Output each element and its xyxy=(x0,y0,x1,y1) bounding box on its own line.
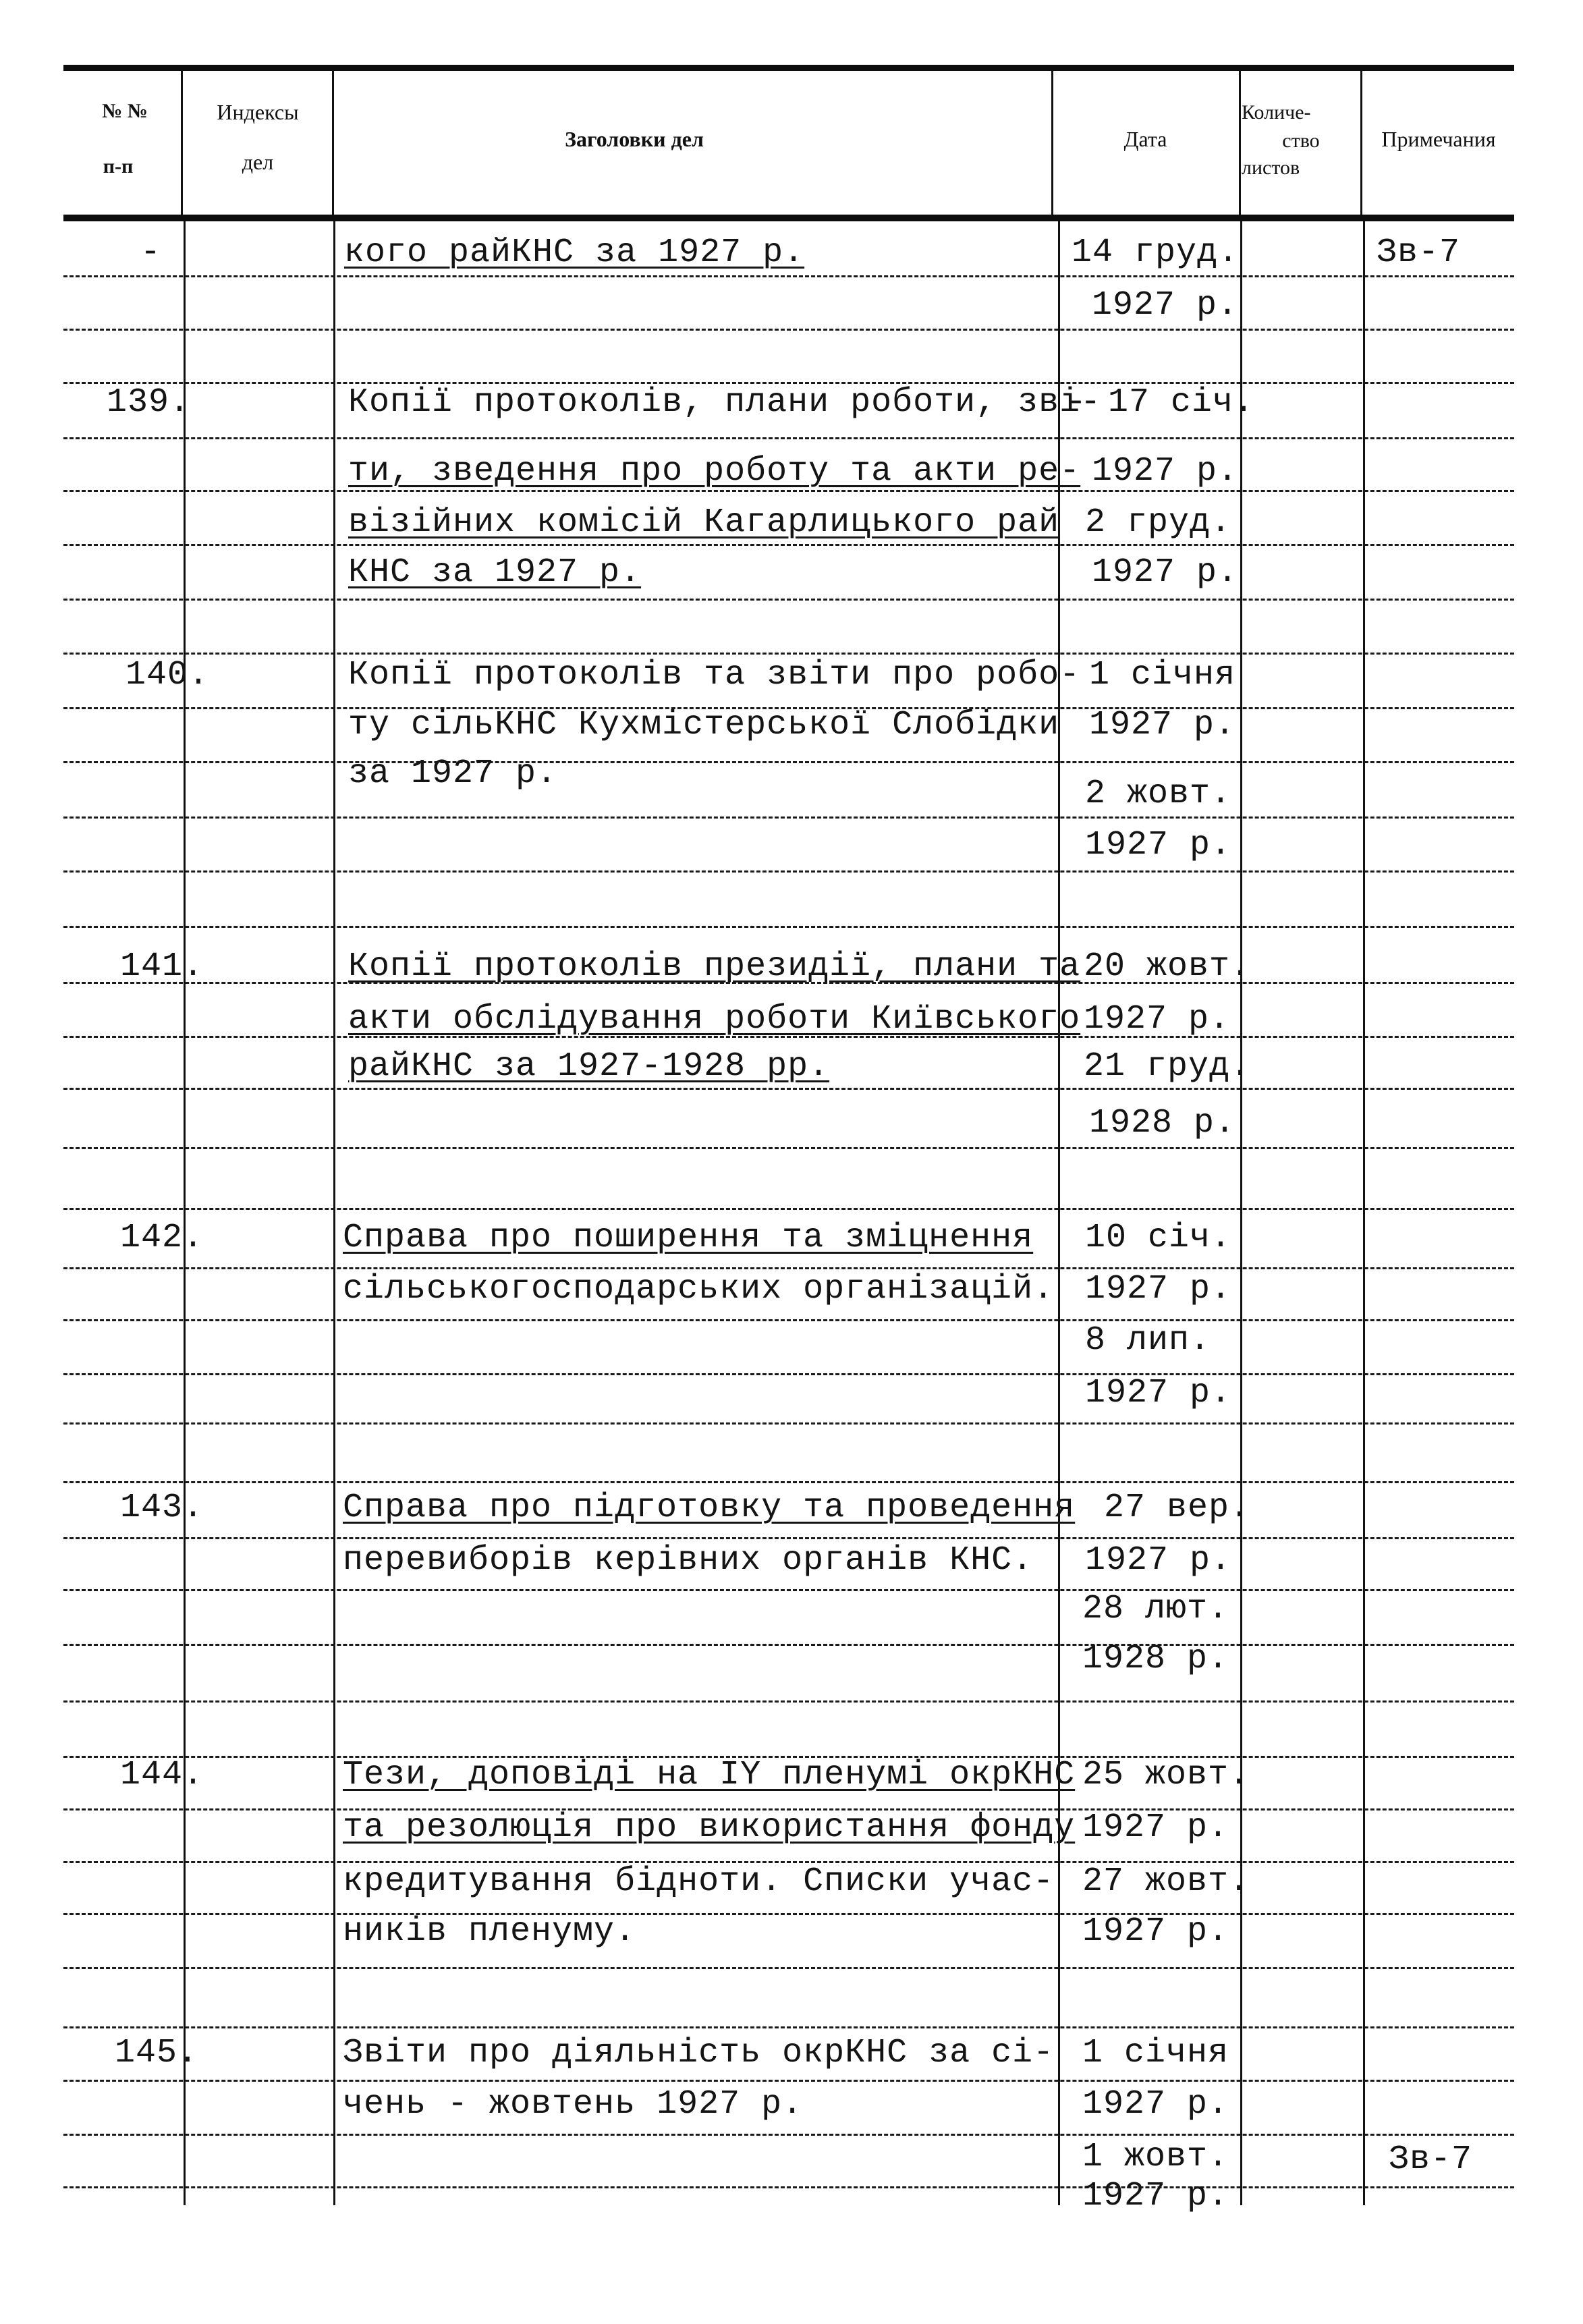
entry-date-line: 8 лип. xyxy=(1085,1321,1211,1360)
entry-number: 145. xyxy=(115,2034,199,2072)
header-divider xyxy=(332,70,334,215)
ruled-line xyxy=(63,1481,1514,1483)
header-divider xyxy=(1360,70,1362,215)
entry-number: 141. xyxy=(120,947,204,986)
entry-date-line: 1927 р. xyxy=(1082,1912,1229,1951)
entry-date-line: 2 жовт. xyxy=(1085,775,1232,813)
entry-title-line: перевиборів керівних органів КНС. xyxy=(343,1541,1034,1580)
header-title-label: Заголовки дел xyxy=(565,127,704,151)
header-divider xyxy=(181,70,183,215)
ruled-line xyxy=(63,1147,1514,1149)
entry-date-line: 1 січня xyxy=(1089,656,1236,694)
entry-date-line: 1927 р. xyxy=(1092,553,1239,592)
header-divider xyxy=(1239,70,1241,215)
entry-date-line: 1927 р. xyxy=(1092,286,1239,325)
ruled-line xyxy=(63,1913,1514,1915)
entry-title-line: за 1927 р. xyxy=(348,754,558,793)
ruled-line xyxy=(63,817,1514,819)
header-number-sublabel: п-п xyxy=(103,155,134,177)
entry-note: Зв-7 xyxy=(1377,233,1461,272)
entry-date-line: 21 груд. xyxy=(1084,1047,1252,1086)
header-number-label: № № xyxy=(102,100,148,122)
entry-title-line: КНС за 1927 р. xyxy=(348,553,642,592)
entry-date-line: 1928 р. xyxy=(1089,1104,1236,1142)
entry-number: 139. xyxy=(107,383,191,422)
ruled-line xyxy=(63,599,1514,601)
entry-number: - xyxy=(140,233,162,272)
ruled-line xyxy=(63,2080,1514,2082)
entry-date-line: 25 жовт. xyxy=(1082,1756,1250,1794)
ruled-line xyxy=(63,1589,1514,1591)
entry-number: 143. xyxy=(120,1489,204,1527)
entry-title-line: Справа про поширення та зміцнення xyxy=(343,1219,1034,1257)
ruled-line xyxy=(63,1267,1514,1269)
entry-date-line: - 17 січ. xyxy=(1066,383,1255,422)
entry-date-line: 1927 р. xyxy=(1082,1808,1229,1847)
ruled-line xyxy=(63,1644,1514,1646)
entry-date-line: 1 жовт. xyxy=(1082,2138,1229,2176)
ruled-line xyxy=(63,1208,1514,1210)
entry-number: 142. xyxy=(120,1219,204,1257)
entry-title-line: Тези, доповіді на IY пленумі окрКНС xyxy=(343,1756,1076,1794)
entry-title-line: Звіти про діяльність окрКНС за сі- xyxy=(343,2034,1055,2072)
ruled-line xyxy=(63,926,1514,928)
entry-date-line: 28 лют. xyxy=(1082,1590,1229,1628)
entry-number: 140. xyxy=(126,656,210,694)
header-notes-label: Примечания xyxy=(1381,127,1496,151)
ruled-line xyxy=(63,437,1514,439)
entry-title-line: кого райКНС за 1927 р. xyxy=(344,233,805,272)
ruled-line xyxy=(63,761,1514,763)
column-divider xyxy=(333,221,335,2205)
entry-date-line: 1927 р. xyxy=(1092,452,1239,491)
entry-date-line: 1927 р. xyxy=(1085,1541,1232,1580)
ruled-line xyxy=(63,1967,1514,1969)
table-top-rule xyxy=(63,65,1514,71)
header-sheets-label-2: ство xyxy=(1282,130,1320,152)
ruled-line xyxy=(63,2186,1514,2188)
entry-title-line: та резолюція про використання фонду xyxy=(343,1808,1076,1847)
ruled-line xyxy=(63,1537,1514,1539)
entry-date-line: 1927 р. xyxy=(1089,706,1236,744)
header-index-label: Индексы xyxy=(217,100,299,124)
entry-title-line: Копії протоколів та звіти про робо- xyxy=(348,656,1081,694)
entry-date-line: 10 січ. xyxy=(1085,1219,1232,1257)
entry-note: Зв-7 xyxy=(1389,2140,1473,2179)
entry-date-line: 1927 р. xyxy=(1085,1374,1232,1412)
entry-title-line: акти обслідування роботи Київського xyxy=(348,1000,1081,1039)
entry-title-line: сільськогосподарських організацій. xyxy=(343,1270,1055,1308)
ruled-line xyxy=(63,1700,1514,1703)
ruled-line xyxy=(63,329,1514,331)
entry-date-line: 1927 р. xyxy=(1085,1270,1232,1308)
column-divider xyxy=(1363,221,1365,2205)
entry-date-line: 27 вер. xyxy=(1104,1489,1251,1527)
entry-date-line: 1927 р. xyxy=(1082,2085,1229,2124)
ruled-line xyxy=(63,1088,1514,1090)
header-bottom-rule xyxy=(63,215,1514,221)
entry-title-line: Справа про підготовку та проведення xyxy=(343,1489,1076,1527)
entry-number: 144. xyxy=(120,1756,204,1794)
ruled-line xyxy=(63,2134,1514,2136)
entry-title-line: Копії протоколів, плани роботи, зві- xyxy=(348,383,1102,422)
entry-date-line: 14 груд. xyxy=(1072,233,1240,272)
ruled-line xyxy=(63,1319,1514,1321)
entry-title-line: райКНС за 1927-1928 рр. xyxy=(348,1047,830,1086)
entry-date-line: 1927 р. xyxy=(1084,1000,1231,1039)
entry-date-line: 1927 р. xyxy=(1082,2177,1229,2215)
ruled-line xyxy=(63,544,1514,546)
entry-date-line: 1928 р. xyxy=(1082,1640,1229,1678)
ruled-line xyxy=(63,1422,1514,1424)
entry-date-line: 1927 р. xyxy=(1085,826,1232,864)
entry-date-line: 2 груд. xyxy=(1085,503,1232,542)
entry-title-line: Копії протоколів президії, плани та xyxy=(348,947,1081,986)
header-sheets-label: Количе- xyxy=(1242,101,1311,123)
ruled-line xyxy=(63,870,1514,873)
entry-date-line: 20 жовт. xyxy=(1084,947,1252,986)
header-sheets-label-3: листов xyxy=(1242,157,1300,179)
header-index-sublabel: дел xyxy=(242,150,274,174)
column-divider xyxy=(1240,221,1242,2205)
entry-date-line: 1 січня xyxy=(1082,2034,1229,2072)
entry-date-line: 27 жовт. xyxy=(1082,1862,1250,1901)
entry-title-line: ти, зведення про роботу та акти ре- xyxy=(348,452,1081,491)
ruled-line xyxy=(63,1373,1514,1375)
ruled-line xyxy=(63,275,1514,277)
entry-title-line: ників пленуму. xyxy=(343,1912,636,1951)
ruled-line xyxy=(63,653,1514,655)
ruled-line xyxy=(63,2026,1514,2028)
entry-title-line: візійних комісій Кагарлицького рай xyxy=(348,503,1060,542)
entry-title-line: чень - жовтень 1927 р. xyxy=(343,2085,804,2124)
entry-title-line: ту сільКНС Кухмістерської Слобідки xyxy=(348,706,1060,744)
header-date-label: Дата xyxy=(1123,127,1167,151)
column-divider xyxy=(184,221,186,2205)
entry-title-line: кредитування бідноти. Списки учас- xyxy=(343,1862,1055,1901)
